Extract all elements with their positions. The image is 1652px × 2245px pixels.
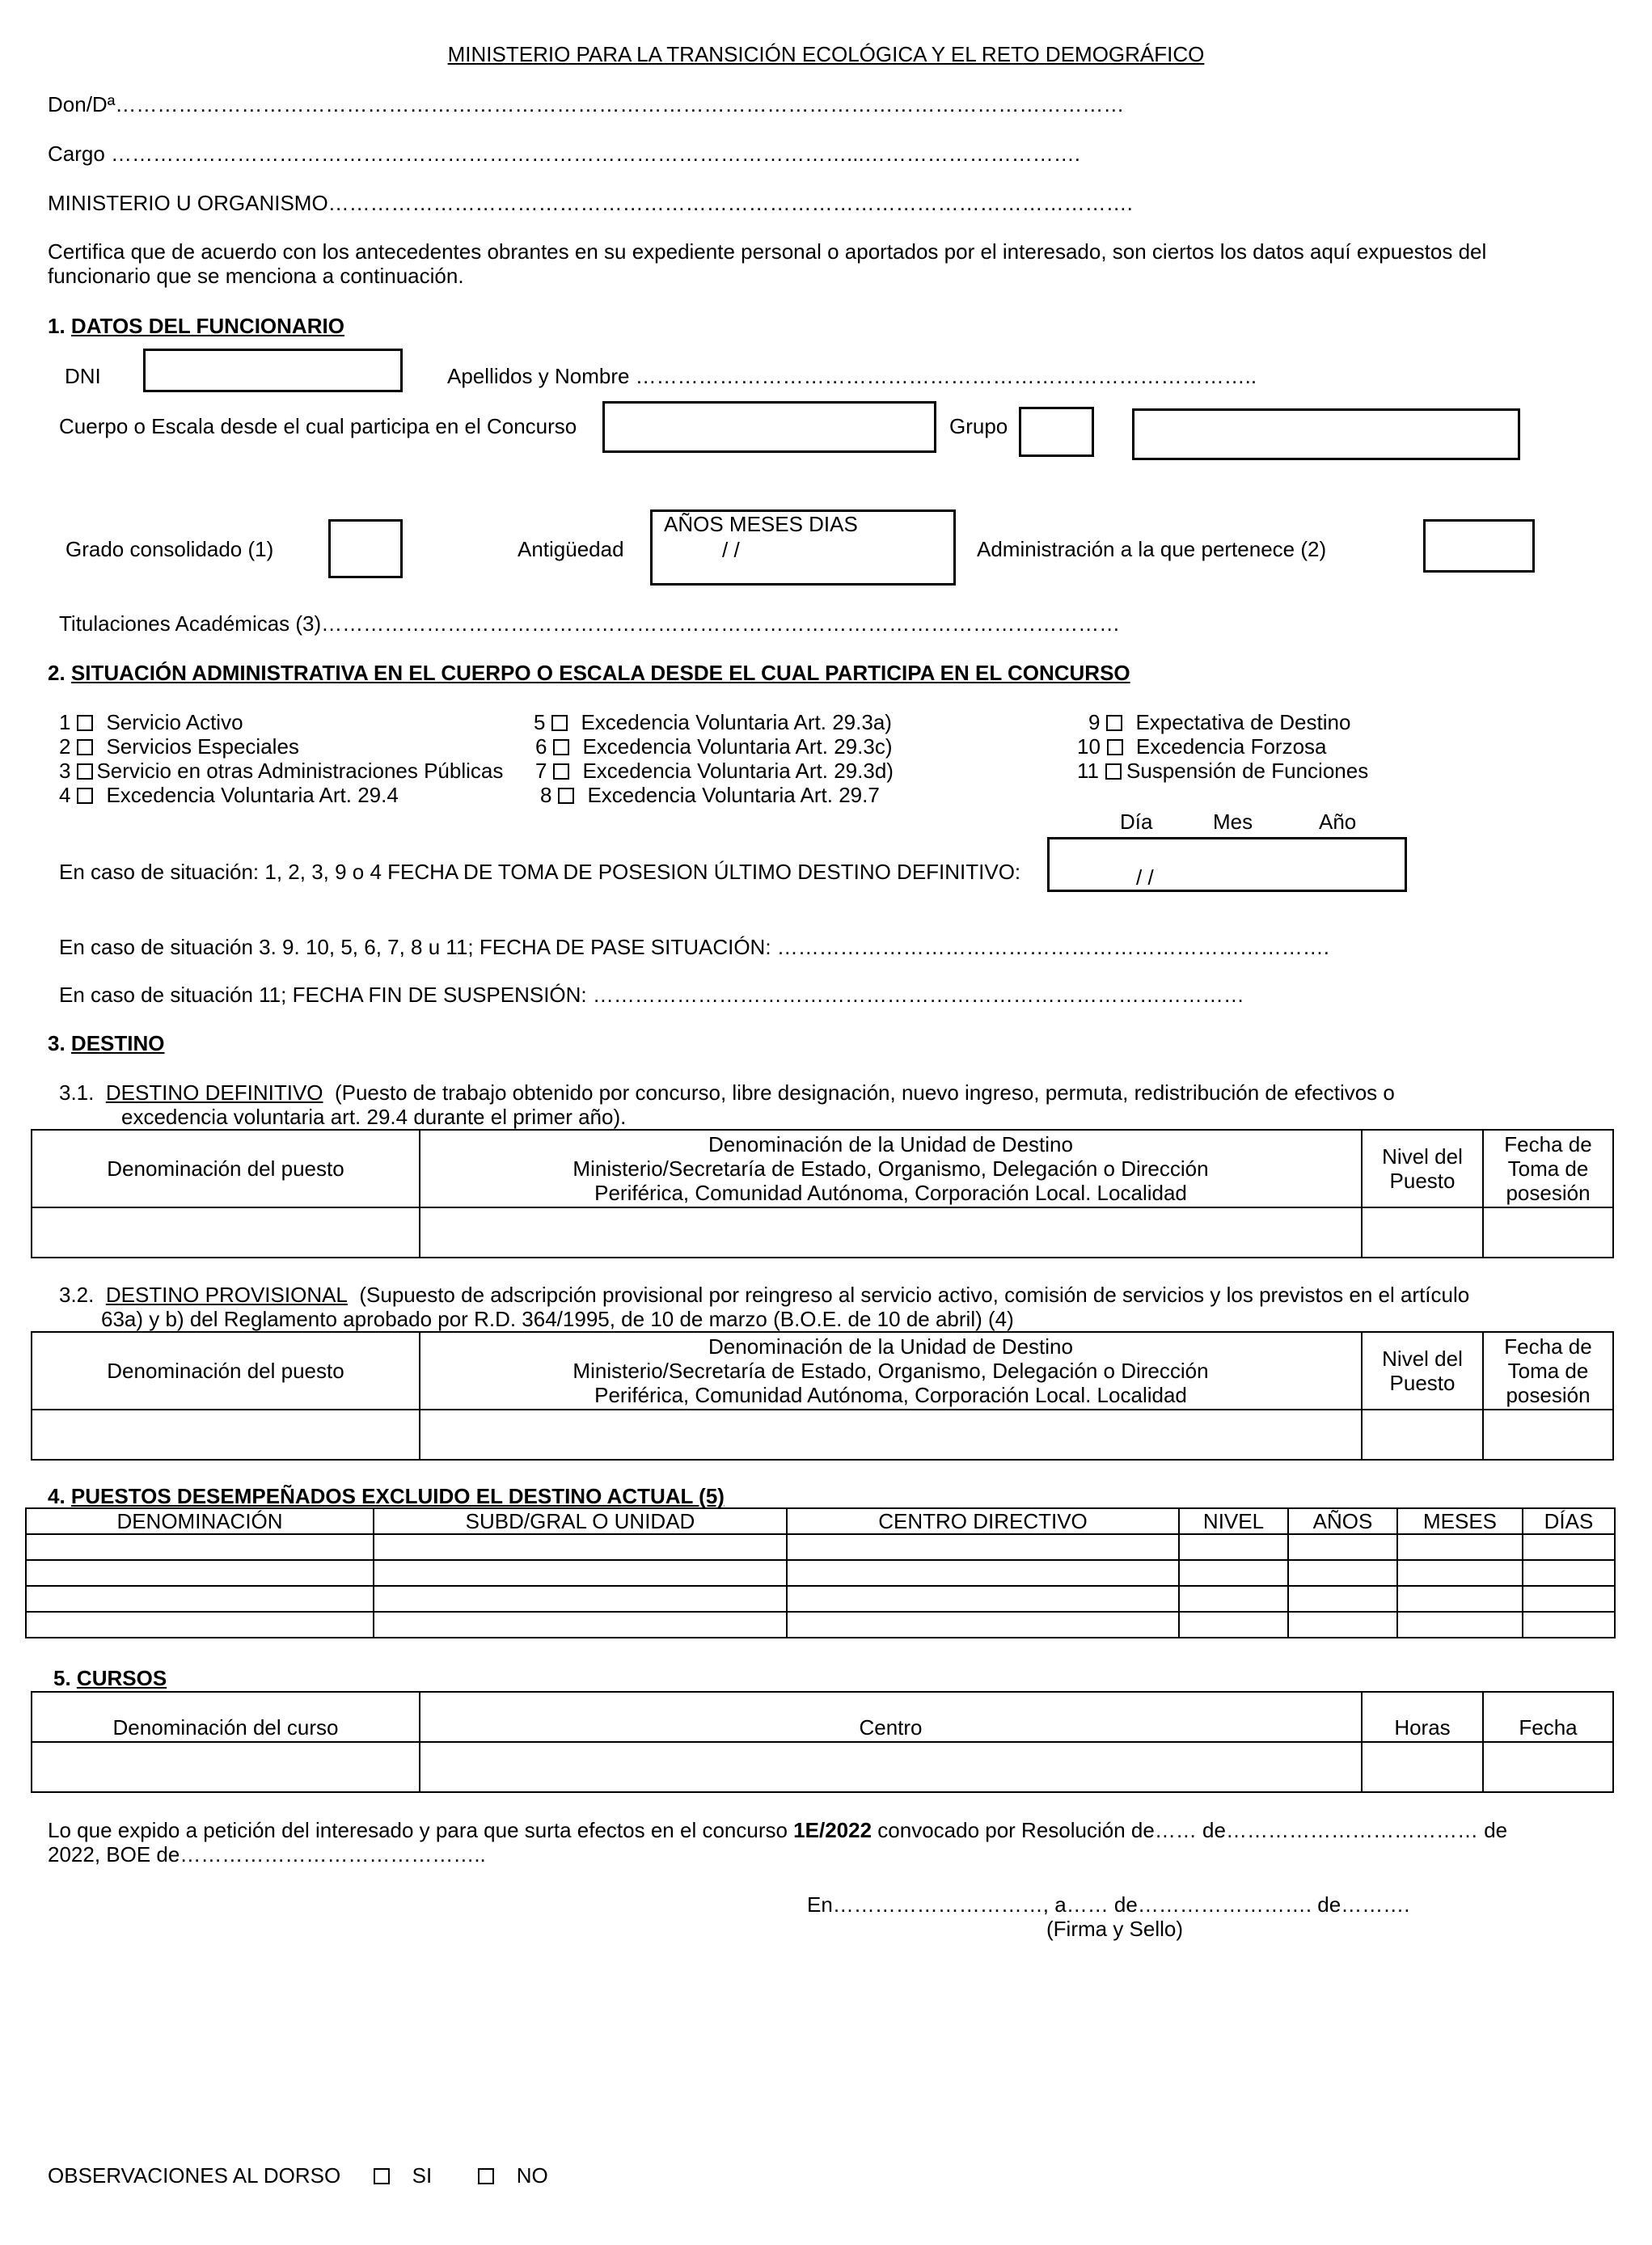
antiguedad-label: Antigüedad — [518, 537, 624, 561]
col-header-dias: DÍAS — [1523, 1508, 1615, 1534]
table-cell[interactable] — [1523, 1534, 1615, 1560]
titulaciones-field[interactable]: Titulaciones Académicas (3)…………………………………………………………………………………………………… — [59, 611, 1121, 636]
table-cell[interactable] — [1179, 1586, 1288, 1612]
col-header-subdireccion: SUBD/GRAL O UNIDAD — [374, 1508, 787, 1534]
cell-centro-input[interactable] — [420, 1742, 1362, 1792]
section-1-heading — [48, 314, 344, 338]
table-cell[interactable] — [1523, 1586, 1615, 1612]
firma-label: (Firma y Sello) — [1046, 1917, 1184, 1941]
cell-fecha-input[interactable] — [1483, 1410, 1613, 1460]
table-cell[interactable] — [26, 1586, 374, 1612]
cell-horas-input[interactable] — [1362, 1742, 1483, 1792]
section-3-heading — [48, 1031, 165, 1055]
checkbox[interactable] — [551, 715, 568, 731]
cell-nivel-input[interactable] — [1362, 1207, 1483, 1258]
checkbox[interactable] — [1105, 763, 1122, 780]
checkbox[interactable] — [553, 739, 569, 755]
situacion-option-9[interactable]: 9 Expectativa de Destino — [1088, 710, 1351, 734]
cell-unidad-input[interactable] — [420, 1207, 1362, 1258]
col-header-meses: MESES — [1397, 1508, 1523, 1534]
destino-provisional-table — [31, 1331, 1614, 1461]
cuerpo-label: Cuerpo o Escala desde el cual participa en el Concurso — [59, 414, 577, 438]
grado-label: Grado consolidado (1) — [65, 537, 274, 561]
situacion-option-6[interactable]: 6 Excedencia Voluntaria Art. 29.3c) — [535, 734, 893, 759]
cell-fecha-input[interactable] — [1483, 1207, 1613, 1258]
fecha-fin-field[interactable]: En caso de situación 11; FECHA FIN DE SUSPENSIÓN: ………………………………………………………………………………… — [59, 983, 1244, 1007]
section-1-title: DATOS DEL FUNCIONARIO — [70, 314, 344, 338]
grupo-input[interactable] — [1019, 407, 1094, 457]
fecha-toma-slashes: / / — [1136, 865, 1154, 890]
cursos-header-row — [32, 1692, 1613, 1742]
checkbox[interactable] — [77, 715, 93, 731]
situacion-option-1[interactable]: 1 Servicio Activo — [59, 710, 243, 734]
fecha-pase-field[interactable]: En caso de situación 3. 9. 10, 5, 6, 7, 8 u 11; FECHA DE PASE SITUACIÓN: ……………………………………………………………………. — [59, 935, 1330, 959]
situacion-option-7[interactable]: 7 Excedencia Voluntaria Art. 29.3d) — [535, 759, 894, 783]
observaciones-label: OBSERVACIONES AL DORSO — [48, 2163, 341, 2188]
apellidos-field[interactable]: Apellidos y Nombre …………………………………………………………………………….. — [447, 364, 1257, 388]
table-cell[interactable] — [1397, 1586, 1523, 1612]
dia-label: Día — [1120, 810, 1153, 834]
col-header-fecha: Fecha — [1483, 1692, 1613, 1742]
table-cell[interactable] — [1397, 1560, 1523, 1586]
col-header-nivel: Nivel del Puesto — [1362, 1332, 1483, 1410]
table-cell[interactable] — [26, 1612, 374, 1638]
table-cell[interactable] — [787, 1612, 1179, 1638]
page-title: MINISTERIO PARA LA TRANSICIÓN ECOLÓGICA Y EL RETO DEMOGRÁFICO — [447, 42, 1205, 66]
administracion-label: Administración a la que pertenece (2) — [977, 537, 1327, 561]
puestos-table — [25, 1507, 1616, 1638]
section-4-heading — [48, 1484, 725, 1508]
col-header-puesto: Denominación del puesto — [32, 1332, 420, 1410]
table-cell[interactable] — [1288, 1534, 1397, 1560]
table-cell[interactable] — [1288, 1612, 1397, 1638]
col-header-puesto: Denominación del puesto — [32, 1130, 420, 1207]
table-cell[interactable] — [1397, 1534, 1523, 1560]
table-row — [26, 1612, 1615, 1638]
col-header-nivel: NIVEL — [1179, 1508, 1288, 1534]
cell-curso-input[interactable] — [32, 1742, 420, 1792]
table-cell[interactable] — [1179, 1612, 1288, 1638]
table-cell[interactable] — [1288, 1586, 1397, 1612]
anio-label: Año — [1319, 810, 1357, 834]
grupo-extra-input[interactable] — [1132, 408, 1520, 460]
col-header-curso: Denominación del curso — [32, 1692, 420, 1742]
lugar-fecha-field[interactable]: En…………………………, a…… de……………………. de………. — [807, 1892, 1410, 1917]
section-4-number: 4. — [48, 1484, 65, 1508]
situacion-option-10[interactable]: 10 Excedencia Forzosa — [1077, 734, 1327, 759]
section-1-number: 1. — [48, 314, 65, 338]
table-cell[interactable] — [1179, 1534, 1288, 1560]
section-2-number: 2. — [48, 661, 65, 685]
destino-provisional-desc: 3.2. DESTINO PROVISIONAL (Supuesto de adscripción provisional por reingreso al servicio activo, comisión de servicios y los previstos en el artículo — [59, 1283, 1470, 1307]
observaciones-row — [48, 2163, 548, 2188]
table-cell[interactable] — [374, 1560, 787, 1586]
don-field[interactable]: Don/Dª……………………………………………………………………………………………………………………………… — [48, 92, 1125, 116]
closing-paragraph: Lo que expido a petición del interesado y para que surta efectos en el concurso 1E/2022 convocado por Resolución de…… de……………………………… de 2022, BOE de…………………………………….. — [48, 1818, 1508, 1867]
section-2-heading — [48, 661, 1130, 685]
table-cell[interactable] — [26, 1560, 374, 1586]
destino-definitivo-table — [31, 1129, 1614, 1258]
cell-puesto-input[interactable] — [32, 1207, 420, 1258]
table-row — [32, 1742, 1613, 1792]
col-header-nivel: Nivel del Puesto — [1362, 1130, 1483, 1207]
checkbox[interactable] — [1106, 715, 1122, 731]
col-header-unidad: Denominación de la Unidad de Destino Ministerio/Secretaría de Estado, Organismo, Delegación o Dirección Periférica, Comunidad Autónoma, Corporación Local. Localidad — [420, 1332, 1362, 1410]
grupo-label: Grupo — [949, 414, 1008, 438]
dni-label: DNI — [65, 364, 101, 388]
cursos-table — [31, 1691, 1614, 1793]
situacion-option-8[interactable]: 8 Excedencia Voluntaria Art. 29.7 — [540, 783, 880, 807]
checkbox[interactable] — [1107, 739, 1123, 755]
col-header-fecha: Fecha de Toma de posesión — [1483, 1130, 1613, 1207]
table-row — [26, 1586, 1615, 1612]
section-2-title: SITUACIÓN ADMINISTRATIVA EN EL CUERPO O ESCALA DESDE EL CUAL PARTICIPA EN EL CONCURSO — [70, 661, 1130, 685]
table-cell[interactable] — [374, 1586, 787, 1612]
certifica-text: Certifica que de acuerdo con los antecedentes obrantes en su expediente personal o aportados por el interesado, son ciertos los datos aquí expuestos del funcionario que se menciona a continuación. — [48, 239, 1487, 288]
table-row — [26, 1560, 1615, 1586]
mes-label: Mes — [1213, 810, 1253, 834]
table-cell[interactable] — [1179, 1560, 1288, 1586]
situacion-option-11[interactable]: 11 Suspensión de Funciones — [1077, 759, 1369, 783]
col-header-centro: Centro — [420, 1692, 1362, 1742]
cell-nivel-input[interactable] — [1362, 1410, 1483, 1460]
situacion-option-2[interactable]: 2 Servicios Especiales — [59, 734, 299, 759]
destino-definitivo-desc-2: excedencia voluntaria art. 29.4 durante el primer año). — [121, 1105, 627, 1129]
section-5-number: 5. — [53, 1666, 71, 1690]
si-label: SI — [412, 2163, 433, 2188]
table-cell[interactable] — [1288, 1560, 1397, 1586]
situacion-option-3[interactable]: 3 Servicio en otras Administraciones Públicas — [59, 759, 504, 783]
table-cell[interactable] — [1523, 1560, 1615, 1586]
situacion-option-4[interactable]: 4 Excedencia Voluntaria Art. 29.4 — [59, 783, 399, 807]
section-3-number: 3. — [48, 1031, 65, 1055]
checkbox[interactable] — [558, 788, 574, 804]
col-header-fecha: Fecha de Toma de posesión — [1483, 1332, 1613, 1410]
table-row — [32, 1207, 1613, 1258]
fecha-toma-input[interactable] — [1047, 837, 1407, 892]
destino-provisional-title: DESTINO PROVISIONAL — [105, 1283, 348, 1307]
situacion-option-5[interactable]: 5 Excedencia Voluntaria Art. 29.3a) — [534, 710, 892, 734]
checkbox[interactable] — [77, 739, 93, 755]
col-header-denominacion: DENOMINACIÓN — [26, 1508, 374, 1534]
section-5-title: CURSOS — [76, 1666, 167, 1690]
section-3-title: DESTINO — [70, 1031, 165, 1055]
destino-definitivo-desc: 3.1. DESTINO DEFINITIVO (Puesto de trabajo obtenido por concurso, libre designación, nuevo ingreso, permuta, redistribución de efectivos o — [59, 1080, 1395, 1105]
table-cell[interactable] — [1523, 1612, 1615, 1638]
no-label: NO — [516, 2163, 548, 2188]
no-checkbox[interactable] — [478, 2168, 494, 2184]
fecha-toma-label: En caso de situación: 1, 2, 3, 9 o 4 FECHA DE TOMA DE POSESION ÚLTIMO DESTINO DEFINITIVO: — [59, 860, 1021, 884]
antiguedad-box[interactable] — [650, 509, 956, 586]
si-checkbox[interactable] — [374, 2168, 390, 2184]
col-header-horas: Horas — [1362, 1692, 1483, 1742]
table-cell[interactable] — [787, 1560, 1179, 1586]
antiguedad-slashes: / / — [722, 538, 740, 562]
destino-provisional-desc-2: 63a) y b) del Reglamento aprobado por R.D. 364/1995, de 10 de marzo (B.O.E. de 10 de abril) (4) — [101, 1307, 1014, 1331]
table-cell[interactable] — [26, 1534, 374, 1560]
table-cell[interactable] — [787, 1586, 1179, 1612]
concurso-code: 1E/2022 — [793, 1818, 872, 1842]
table-row — [32, 1410, 1613, 1460]
table-row — [26, 1534, 1615, 1560]
checkbox[interactable] — [77, 763, 93, 780]
col-header-centro-directivo: CENTRO DIRECTIVO — [787, 1508, 1179, 1534]
checkbox[interactable] — [77, 788, 93, 804]
table-cell[interactable] — [374, 1612, 787, 1638]
section-5-heading — [53, 1666, 167, 1690]
administracion-input[interactable] — [1423, 519, 1535, 573]
col-header-anios: AÑOS — [1288, 1508, 1397, 1534]
cuerpo-input[interactable] — [602, 401, 936, 453]
col-header-unidad: Denominación de la Unidad de Destino Ministerio/Secretaría de Estado, Organismo, Delegación o Dirección Periférica, Comunidad Autónoma, Corporación Local. Localidad — [420, 1130, 1362, 1207]
cargo-field[interactable]: Cargo ……………………………………………………………………………………………...…………………………. — [48, 142, 1080, 166]
dni-input[interactable] — [143, 349, 403, 392]
table-cell[interactable] — [787, 1534, 1179, 1560]
checkbox[interactable] — [553, 763, 569, 780]
antiguedad-header: AÑOS MESES DIAS — [664, 512, 858, 536]
cell-puesto-input[interactable] — [32, 1410, 420, 1460]
table-cell[interactable] — [1397, 1612, 1523, 1638]
table-cell[interactable] — [374, 1534, 787, 1560]
grado-input[interactable] — [328, 519, 403, 578]
cell-unidad-input[interactable] — [420, 1410, 1362, 1460]
destino-definitivo-title: DESTINO DEFINITIVO — [105, 1080, 323, 1105]
puestos-header-row — [26, 1508, 1615, 1534]
section-4-title: PUESTOS DESEMPEÑADOS EXCLUIDO EL DESTINO ACTUAL (5) — [70, 1484, 725, 1508]
ministerio-field[interactable]: MINISTERIO U ORGANISMO……………………………………………………………………………………………………. — [48, 191, 1133, 215]
cell-fecha-input[interactable] — [1483, 1742, 1613, 1792]
